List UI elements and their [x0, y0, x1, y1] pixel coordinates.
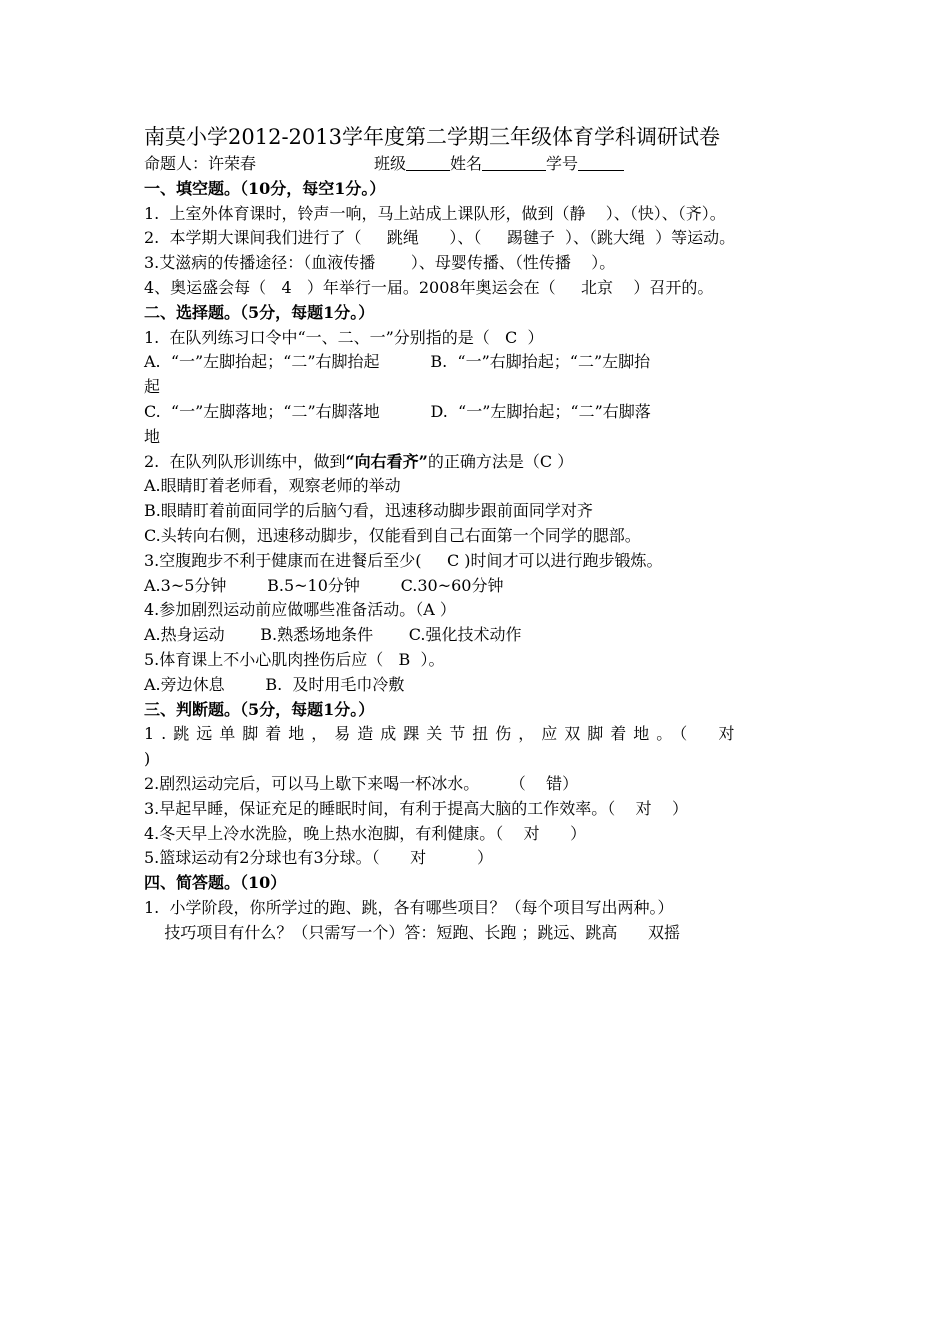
id-blank[interactable] — [578, 154, 624, 171]
choice-question-3: 3.空腹跑步不利于健康而在进餐后至少( C )时间才可以进行跑步锻炼。 — [144, 550, 663, 570]
choice-question-2-emphasis: “向右看齐” — [345, 451, 428, 471]
fill-question-1: 1. 上室外体育课时，铃声一响，马上站成上课队形，做到（静 ）、（快）、（齐）。 — [144, 203, 726, 223]
name-label: 姓名 — [450, 154, 483, 173]
class-blank[interactable] — [406, 154, 450, 171]
judge-question-1-wrap: ) — [144, 749, 151, 769]
name-blank[interactable] — [482, 154, 546, 171]
class-label: 班级 — [374, 154, 407, 173]
id-label: 学号 — [546, 154, 579, 173]
fill-question-4: 4、奥运盛会每（ 4 ）年举行一届。2008年奥运会在（ 北京 ）召开的。 — [144, 277, 714, 297]
judge-question-1: 1.跳远单脚着地，易造成踝关节扭伤，应双脚着地。（ 对 — [144, 724, 742, 744]
choice-question-2-option-c: C.头转向右侧，迅速移动脚步，仅能看到自己右面第一个同学的腮部。 — [144, 525, 641, 545]
judge-question-5: 5.篮球运动有2分球也有3分球。（ 对 ） — [144, 848, 494, 868]
choice-question-1-options-cd: C. “一”左脚落地；“二”右脚落地 D. “一”左脚抬起；“二”右脚落 — [144, 401, 651, 421]
section-short-heading: 四、简答题。（10） — [144, 873, 287, 893]
judge-question-3: 3.早起早睡，保证充足的睡眠时间，有利于提高大脑的工作效率。（ 对 ） — [144, 798, 688, 818]
section-choice-heading: 二、选择题。（5分，每题1分。） — [144, 302, 375, 322]
choice-question-4: 4.参加剧烈运动前应做哪些准备活动。（A ） — [144, 600, 456, 620]
section-judge-heading: 三、判断题。（5分，每题1分。） — [144, 699, 375, 719]
judge-question-4: 4.冬天早上冷水洗脸，晚上热水泡脚，有利健康。（ 对 ） — [144, 823, 587, 843]
choice-question-1-options-cd-wrap: 地 — [144, 426, 161, 446]
short-question-1: 1. 小学阶段，你所学过的跑、跳，各有哪些项目？（每个项目写出两种。） — [144, 897, 674, 917]
fill-question-3: 3.艾滋病的传播途径：（血液传播 ）、母婴传播、（性传播 ）。 — [144, 253, 616, 273]
choice-question-5-options: A.旁边休息 B. 及时用毛巾冷敷 — [144, 674, 405, 694]
choice-question-1-options-ab-wrap: 起 — [144, 377, 161, 397]
choice-question-1-options-ab: A. “一”左脚抬起；“二”右脚抬起 B. “一”右脚抬起；“二”左脚抬 — [144, 352, 651, 372]
choice-question-2-pre: 2. 在队列队形训练中，做到 — [144, 451, 346, 471]
exam-paper — [144, 122, 824, 946]
choice-question-2-post: 的正确方法是（C ） — [427, 451, 574, 471]
header-info — [144, 152, 824, 177]
section-fill-heading: 一、填空题。（10分，每空1分。） — [144, 178, 386, 198]
choice-question-2-option-b: B.眼睛盯着前面同学的后脑勺看，迅速移动脚步跟前面同学对齐 — [144, 501, 593, 521]
choice-question-2-option-a: A.眼睛盯着老师看，观察老师的举动 — [144, 476, 401, 496]
fill-question-2: 2. 本学期大课间我们进行了（ 跳绳 ）、（ 踢毽子 ）、（跳大绳 ）等运动。 — [144, 228, 736, 248]
author-label: 命题人：许荣春 — [144, 154, 257, 173]
choice-question-5: 5.体育课上不小心肌肉挫伤后应（ B ）。 — [144, 649, 445, 669]
short-question-1-answer: 技巧项目有什么？（只需写一个）答：短跑、长跑 ；跳远、跳高 双摇 — [144, 922, 680, 942]
choice-question-3-options: A.3~5分钟 B.5~10分钟 C.30~60分钟 — [144, 575, 504, 595]
judge-question-2: 2.剧烈运动完后，可以马上歇下来喝一杯冰水。 （ 错） — [144, 773, 579, 793]
choice-question-2 — [144, 450, 824, 475]
page-title: 南莫小学2012-2013学年度第二学期三年级体育学科调研试卷 — [144, 125, 720, 149]
choice-question-4-options: A.热身运动 B.熟悉场地条件 C.强化技术动作 — [144, 625, 522, 645]
choice-question-1: 1. 在队列练习口令中“一、二、一”分别指的是（ C ） — [144, 327, 544, 347]
